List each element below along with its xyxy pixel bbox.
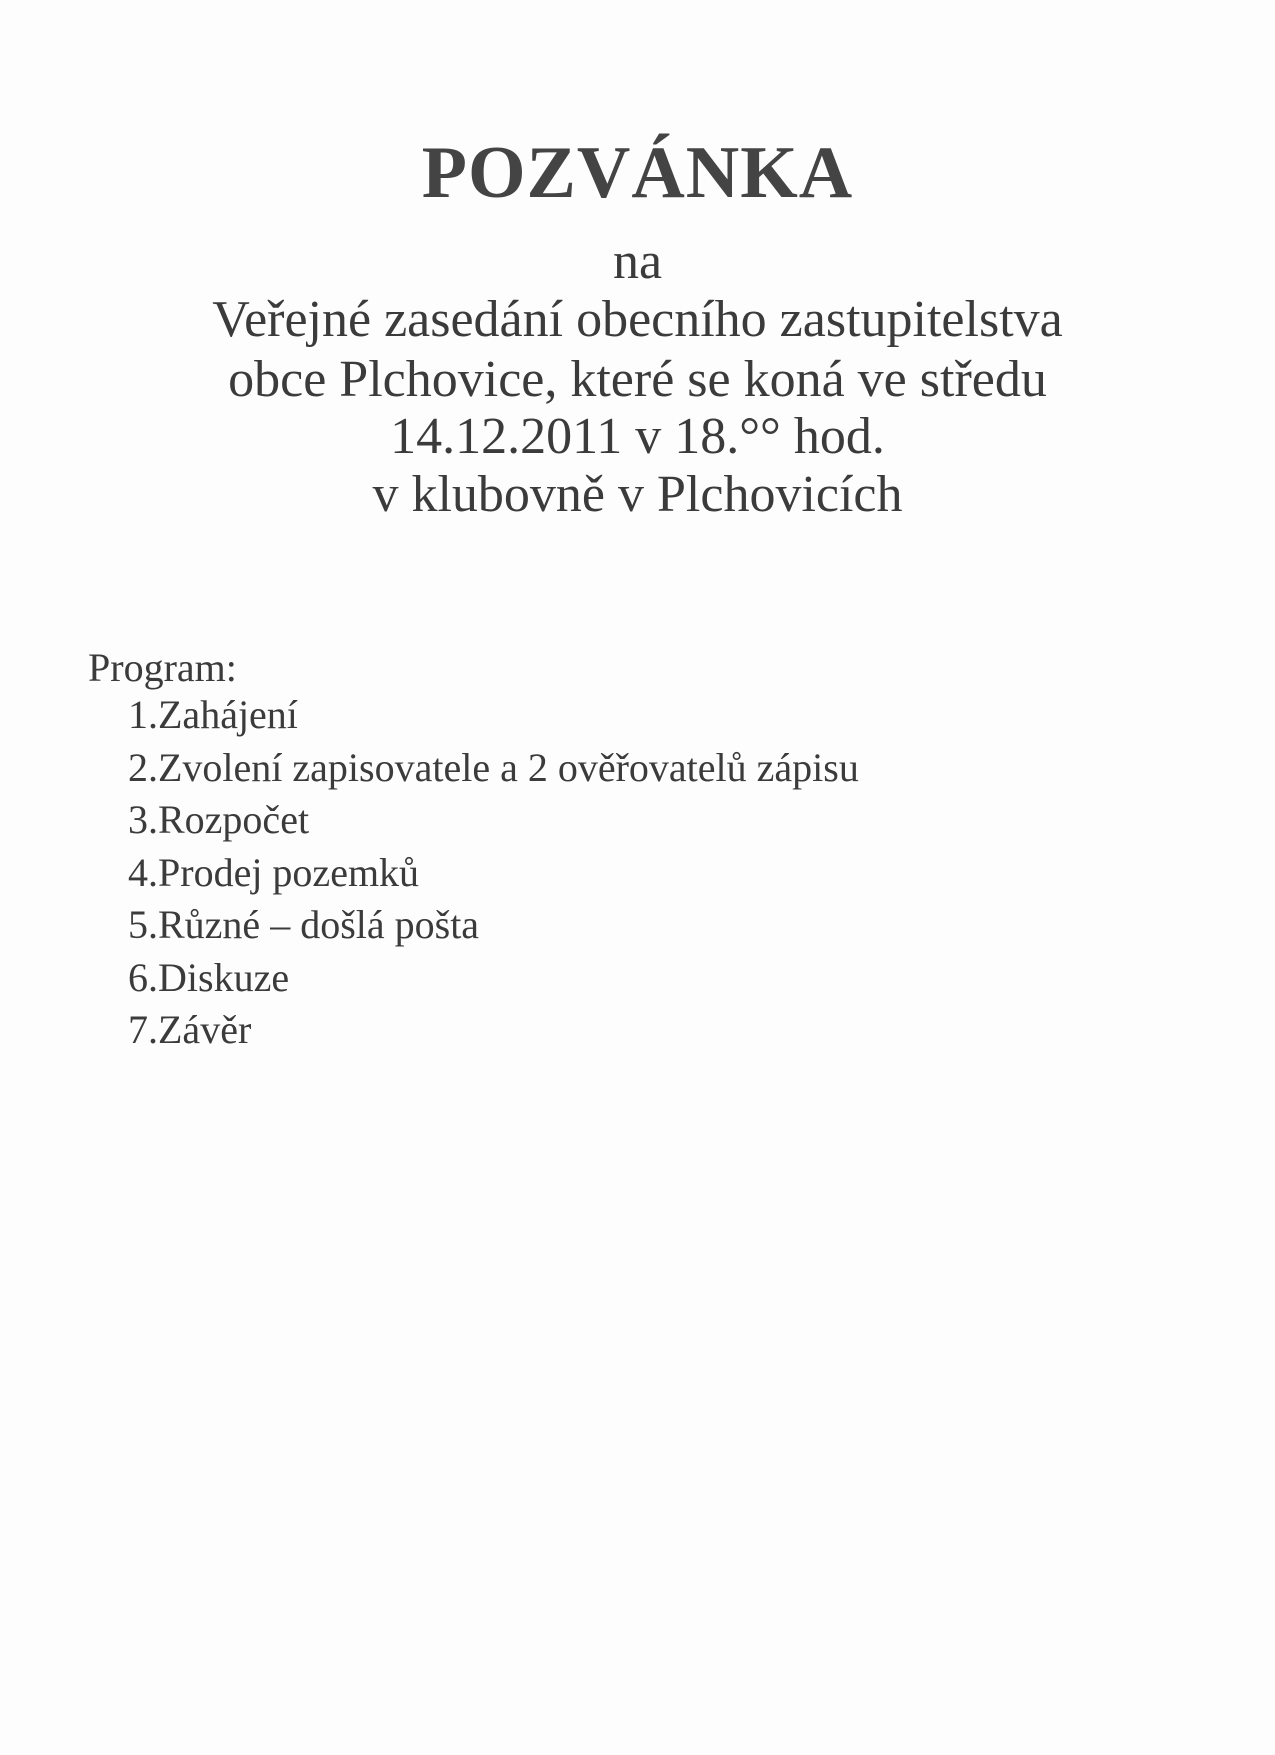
program-item: 3.Rozpočet <box>128 797 310 842</box>
document-title: POZVÁNKA <box>421 132 854 214</box>
program-item: 5.Různé – došlá pošta <box>128 902 480 947</box>
program-item: 1.Zahájení <box>128 692 298 737</box>
program-heading: Program: <box>88 645 237 690</box>
meeting-location: v klubovně v Plchovicích <box>372 466 903 523</box>
program-item: 4.Prodej pozemků <box>128 849 420 895</box>
title-preposition: na <box>612 233 663 290</box>
meeting-description-line-2: obce Plchovice, které se koná ve středu <box>228 351 1047 408</box>
program-list <box>128 692 859 1063</box>
program-item: 2.Zvolení zapisovatele a 2 ověřovatelů zápisu <box>128 744 859 790</box>
meeting-date-time: 14.12.2011 v 18.°° hod. <box>390 408 885 465</box>
program-item: 7.Závěr <box>128 1007 252 1052</box>
program-item: 6.Diskuze <box>128 954 290 1000</box>
meeting-description-line-1: Veřejné zasedání obecního zastupitelstva <box>212 291 1063 348</box>
